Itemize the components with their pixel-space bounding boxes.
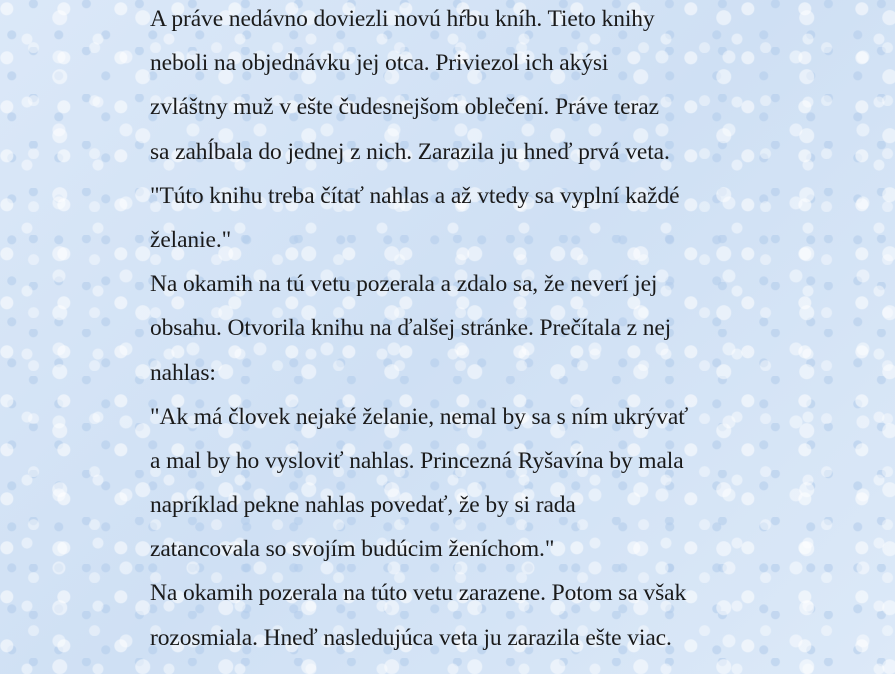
document-page [150, 0, 760, 674]
text-line: obsahu. Otvorila knihu na ďalšej stránke. Prečítala z nej [150, 315, 672, 342]
text-line: A práve nedávno doviezli novú hŕbu kníh. Tieto knihy [150, 6, 655, 32]
text-line: "Ak má človek nejaké želanie, nemal by sa s ním ukrývať [150, 403, 689, 430]
text-line: neboli na objednávku jej otca. Priviezol ich akýsi [150, 50, 609, 77]
text-line: rozosmiala. Hneď nasledujúca veta ju zarazila ešte viac. [150, 624, 672, 651]
text-line: želanie." [150, 226, 232, 253]
text-line: sa zahĺbala do jednej z nich. Zarazila ju hneď prvá veta. [150, 138, 670, 165]
text-line: napríklad pekne nahlas povedať, že by si rada [150, 492, 576, 519]
text-line: zvláštny muž v ešte čudesnejšom oblečení. Práve teraz [150, 94, 659, 121]
text-line: Na okamih pozerala na túto vetu zarazene. Potom sa však [150, 580, 687, 607]
text-line: zatancovala so svojím budúcim ženíchom." [150, 536, 555, 563]
text-line: "Túto knihu treba čítať nahlas a až vtedy sa vyplní každé [150, 182, 680, 209]
text-line: a mal by ho vysloviť nahlas. Princezná Ryšavína by mala [150, 447, 684, 474]
text-line: nahlas: [150, 359, 216, 386]
text-line: Na okamih na tú vetu pozerala a zdalo sa, že neverí jej [150, 271, 658, 298]
